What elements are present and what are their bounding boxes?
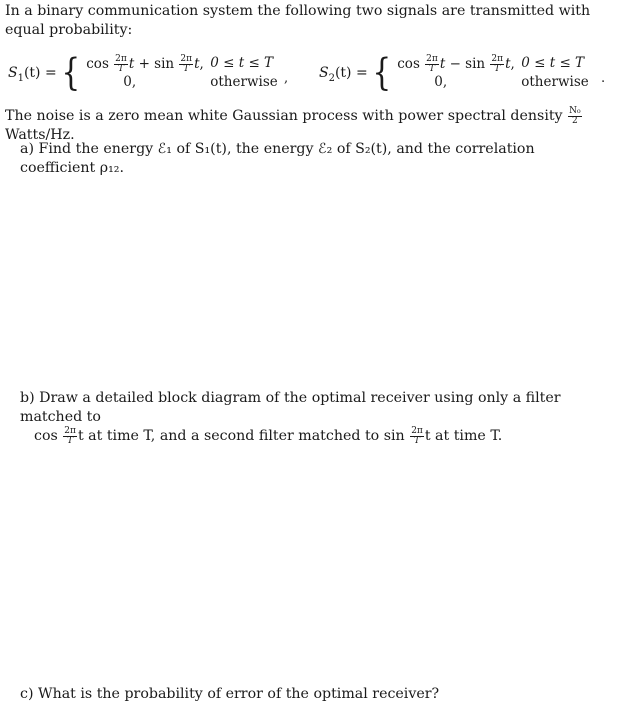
s1-range: 0 ≤ t ≤ T <box>210 55 274 71</box>
signal-s1-equation <box>8 51 289 94</box>
s2-otherwise: otherwise <box>521 74 589 90</box>
s2-case-active: cos $\frac{2\pi}{T}$ t − sin $\frac{2\pi}{T}$ t, <box>397 54 515 74</box>
signal-definitions <box>8 51 608 94</box>
s2-zero: 0, <box>434 74 448 90</box>
s2-lhs: $S_2(t)$ = <box>319 64 368 84</box>
s1-cases <box>86 54 289 94</box>
s2-period: . <box>601 71 606 86</box>
question-b-line1: b) Draw a detailed block diagram of the optimal receiver using only a filter matched to <box>20 390 561 425</box>
intro-paragraph: In a binary communication system the following two signals are transmitted with equal probability: <box>5 3 591 38</box>
s2-brace: { <box>372 51 391 94</box>
s1-lhs: $S_1(t)$ = <box>8 64 57 84</box>
question-b-line2: cos $\frac{2\pi}{T}$ t at time T, and a second filter matched to sin $\frac{2\pi}{T}$ t at time T. <box>34 426 503 446</box>
s1-comma: , <box>284 71 289 86</box>
question-c: c) What is the probability of error of the optimal receiver? <box>20 686 440 702</box>
signal-s2-equation <box>319 51 606 94</box>
s2-range: 0 ≤ t ≤ T <box>521 55 585 71</box>
s1-case-active: cos $\frac{2\pi}{T}$ t + sin $\frac{2\pi}{T}$ t, <box>86 54 204 74</box>
s2-cases <box>397 54 597 94</box>
noise-description: The noise is a zero mean white Gaussian process with power spectral density $\frac{\text{N₀}}{2}$ Watts/Hz. <box>5 106 581 143</box>
s1-otherwise: otherwise <box>210 74 278 90</box>
s1-zero: 0, <box>123 74 137 90</box>
s1-brace: { <box>61 51 80 94</box>
question-a: a) Find the energy ℰ₁ of S₁(t), the energy ℰ₂ of S₂(t), and the correlation coefficient ρ₁₂. <box>20 141 535 176</box>
question-b <box>20 389 609 446</box>
